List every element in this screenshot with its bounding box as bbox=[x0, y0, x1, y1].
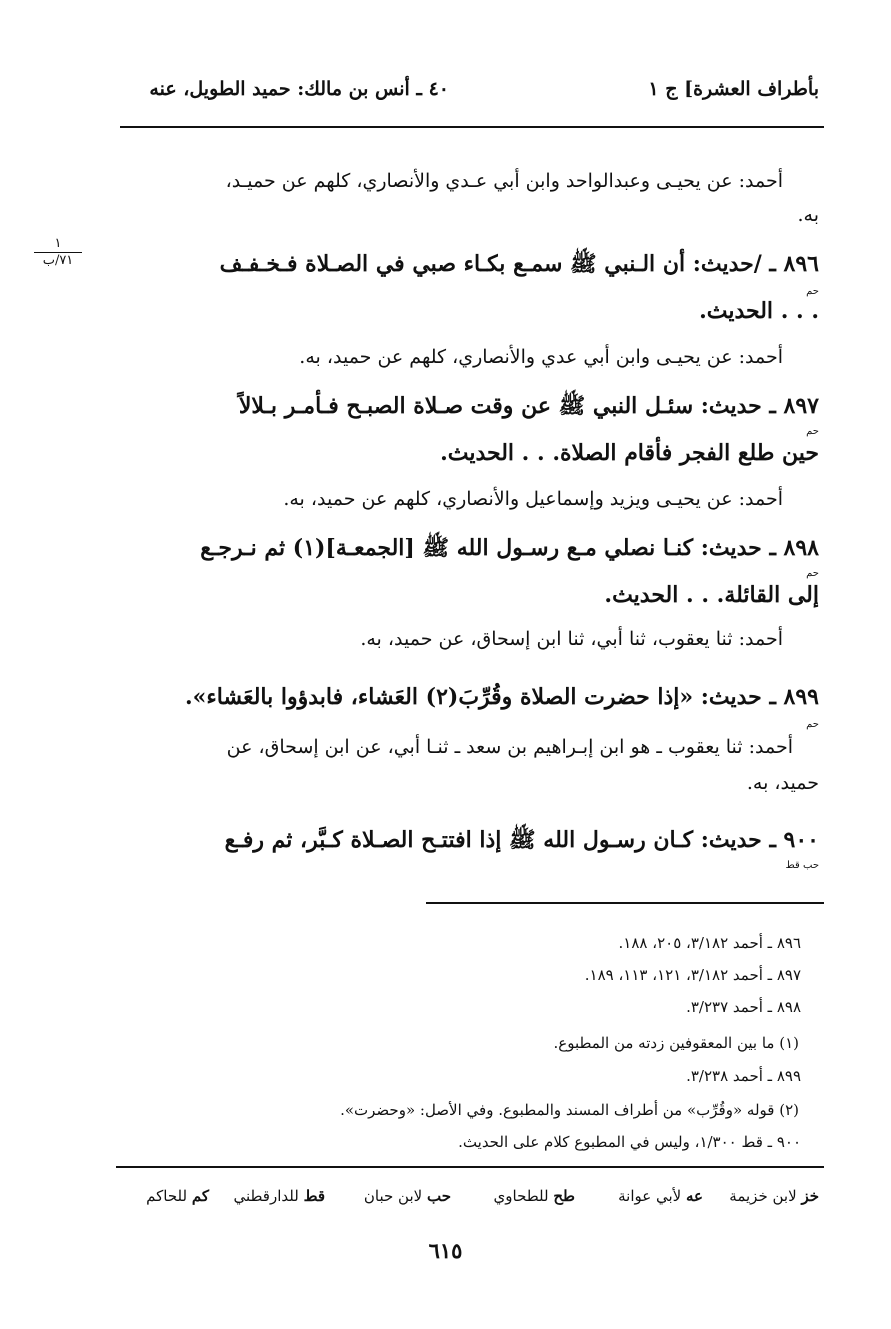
header-chapter-title: ٤٠ ـ أنس بن مالك: حميد الطويل، عنه bbox=[149, 78, 449, 100]
legend-item-khz bbox=[729, 1187, 819, 1205]
legend-text: لأبي عوانة bbox=[618, 1187, 682, 1205]
legend-item-hb bbox=[364, 1187, 451, 1205]
legend-abbr: طح bbox=[553, 1187, 575, 1205]
hadith-898-line-2: إلى القائلة. . . الحديث. bbox=[604, 582, 819, 608]
footnote-note-1: (١) ما بين المعقوفين زدته من المطبوع. bbox=[553, 1034, 799, 1052]
footnote-rule bbox=[426, 902, 824, 904]
chain-line-898: أحمد: ثنا يعقوب، ثنا أبي، ثنا ابن إسحاق، عن حميد، به. bbox=[360, 628, 783, 650]
hadith-900-line-1: ٩٠٠ ـ حديث: كـان رسـول الله ﷺ إذا افتتـح الصـلاة كـبَّر، ثم رفـع bbox=[224, 827, 819, 853]
legend-abbr: كم bbox=[191, 1187, 209, 1205]
legend-item-th bbox=[494, 1187, 575, 1205]
footnote-898: ٨٩٨ ـ أحمد ٣/٢٣٧. bbox=[686, 998, 801, 1016]
hadith-897-line-1: ٨٩٧ ـ حديث: سئـل النبي ﷺ عن وقت صـلاة الصبـح فـأمـر بـلالاً bbox=[238, 393, 819, 419]
header-rule bbox=[120, 126, 824, 128]
legend-item-ah bbox=[618, 1187, 703, 1205]
footnote-897: ٨٩٧ ـ أحمد ٣/١٨٢، ١٢١، ١١٣، ١٨٩. bbox=[584, 966, 801, 984]
legend-abbr: خز bbox=[801, 1187, 819, 1205]
chain-line-897: أحمد: عن يحيـى ويزيد وإسماعيل والأنصاري، كلهم عن حميد، به. bbox=[283, 488, 783, 510]
hadith-897-line-2: حين طلع الفجر فأقام الصلاة. . . الحديث. bbox=[440, 440, 819, 466]
header-book-title: بأطراف العشرة] ج ١ bbox=[648, 78, 819, 100]
hadith-897-sigla: حم bbox=[806, 426, 819, 437]
chain-line-2: به. bbox=[797, 204, 819, 226]
legend-text: للحاكم bbox=[146, 1187, 188, 1205]
legend-rule bbox=[116, 1166, 824, 1168]
hadith-896-line-1: ٨٩٦ ـ /حديث: أن الـنبي ﷺ سمـع بكـاء صبي في الصـلاة فـخـفـف bbox=[219, 251, 819, 277]
legend-text: لابن خزيمة bbox=[729, 1187, 797, 1205]
legend-text: للدارقطني bbox=[233, 1187, 299, 1205]
chain-line-899-a: أحمد: ثنا يعقوب ـ هو ابن إبـراهيم بن سعد ـ ثنـا أبي، عن ابن إسحاق، عن bbox=[226, 736, 793, 758]
hadith-896-sigla: حم bbox=[806, 286, 819, 297]
margin-folio-note bbox=[28, 236, 88, 268]
chain-line-896: أحمد: عن يحيـى وابن أبي عدي والأنصاري، كلهم عن حميد، به. bbox=[299, 346, 783, 368]
chain-line-899-b: حميد، به. bbox=[746, 772, 819, 794]
legend-text: للطحاوي bbox=[493, 1187, 549, 1205]
legend-abbr: حب bbox=[426, 1187, 451, 1205]
hadith-899-line-1: ٨٩٩ ـ حديث: «إذا حضرت الصلاة وقُرِّبَ(٢) العَشاء، فابدؤوا بالعَشاء». bbox=[185, 684, 819, 710]
legend-item-km bbox=[146, 1187, 209, 1205]
page-number: ٦١٥ bbox=[428, 1238, 463, 1263]
hadith-896-line-2: . . . الحديث. bbox=[699, 298, 819, 324]
footnote-896: ٨٩٦ ـ أحمد ٣/١٨٢، ٢٠٥، ١٨٨. bbox=[618, 934, 801, 952]
margin-folio-top: ١ bbox=[54, 236, 62, 251]
footnote-900: ٩٠٠ ـ قط ١/٣٠٠، وليس في المطبوع كلام على الحديث. bbox=[458, 1133, 801, 1151]
hadith-899-sigla: حم bbox=[806, 719, 819, 730]
footnote-899: ٨٩٩ ـ أحمد ٣/٢٣٨. bbox=[686, 1067, 801, 1085]
chain-line-1: أحمد: عن يحيـى وعبدالواحد وابن أبي عـدي والأنصاري، كلهم عن حميـد، bbox=[225, 170, 783, 192]
legend-abbr: عه bbox=[686, 1187, 703, 1205]
hadith-898-line-1: ٨٩٨ ـ حديث: كنـا نصلي مـع رسـول الله ﷺ [الجمعـة](١) ثم نـرجـع bbox=[200, 535, 819, 561]
legend-text: لابن حبان bbox=[363, 1187, 423, 1205]
footnote-note-2: (٢) قوله «وقُرِّب» من أطراف المسند والمطبوع. وفي الأصل: «وحضرت». bbox=[340, 1101, 799, 1119]
hadith-898-sigla: حم bbox=[806, 568, 819, 579]
hadith-900-sigla: حب قط bbox=[785, 860, 819, 871]
legend-item-qt bbox=[233, 1187, 325, 1205]
margin-folio-bottom: ٧١/ب bbox=[42, 253, 74, 268]
legend-abbr: قط bbox=[303, 1187, 325, 1205]
